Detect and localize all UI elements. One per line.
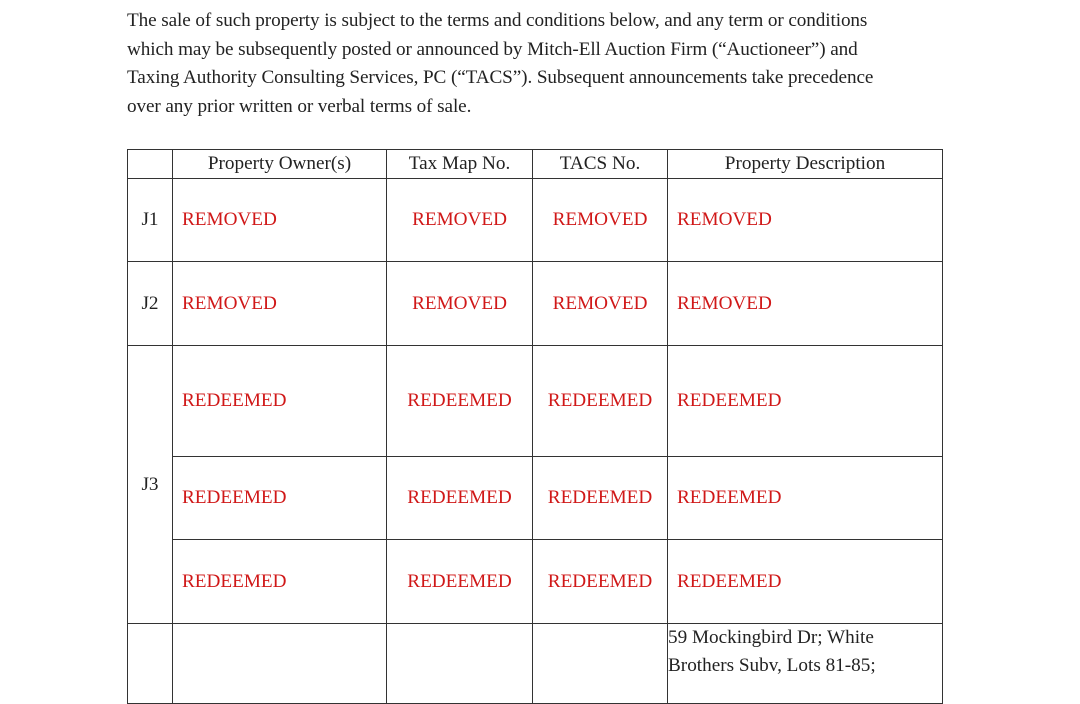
tax-map-cell: REDEEMED [387, 346, 533, 457]
tacs-cell: REDEEMED [533, 540, 668, 624]
row-label: J1 [128, 179, 173, 262]
tax-map-cell: REMOVED [387, 179, 533, 262]
tax-map-cell [387, 624, 533, 704]
owner-cell: REDEEMED [173, 540, 387, 624]
row-label: J3 [128, 346, 173, 624]
owner-cell [173, 624, 387, 704]
terms-intro-paragraph [127, 7, 957, 121]
table-row [128, 540, 943, 624]
header-property-owner: Property Owner(s) [173, 150, 387, 179]
tacs-cell [533, 624, 668, 704]
table-row [128, 624, 943, 704]
owner-cell: REMOVED [173, 179, 387, 262]
tacs-cell: REMOVED [533, 179, 668, 262]
row-label: J2 [128, 262, 173, 346]
intro-line: Taxing Authority Consulting Services, PC (“TACS”). Subsequent announcements take precedence [127, 67, 874, 88]
property-table [127, 149, 943, 704]
intro-line: over any prior written or verbal terms of sale. [127, 95, 472, 117]
header-tax-map-no: Tax Map No. [387, 150, 533, 179]
address-line: Brothers Subv, Lots 81-85; [668, 655, 876, 676]
table-row [128, 457, 943, 540]
owner-cell: REDEEMED [173, 457, 387, 540]
header-tacs-no: TACS No. [533, 150, 668, 179]
table-row [128, 346, 943, 457]
description-cell: REDEEMED [668, 540, 943, 624]
tacs-cell: REDEEMED [533, 346, 668, 457]
table-header-row [128, 150, 943, 179]
description-cell [668, 624, 943, 704]
table-row [128, 179, 943, 262]
tax-map-cell: REDEEMED [387, 457, 533, 540]
description-cell: REMOVED [668, 262, 943, 346]
owner-cell: REMOVED [173, 262, 387, 346]
tax-map-cell: REMOVED [387, 262, 533, 346]
header-label [128, 150, 173, 179]
table-row [128, 262, 943, 346]
tacs-cell: REDEEMED [533, 457, 668, 540]
description-cell: REMOVED [668, 179, 943, 262]
owner-cell: REDEEMED [173, 346, 387, 457]
description-cell: REDEEMED [668, 346, 943, 457]
header-property-description: Property Description [668, 150, 943, 179]
tacs-cell: REMOVED [533, 262, 668, 346]
tax-map-cell: REDEEMED [387, 540, 533, 624]
intro-line: The sale of such property is subject to the terms and conditions below, and any term or conditions [127, 10, 868, 31]
row-label [128, 624, 173, 704]
address-line: 59 Mockingbird Dr; White [668, 627, 874, 648]
intro-line: which may be subsequently posted or announced by Mitch-Ell Auction Firm (“Auctioneer”) and [127, 38, 858, 60]
description-cell: REDEEMED [668, 457, 943, 540]
